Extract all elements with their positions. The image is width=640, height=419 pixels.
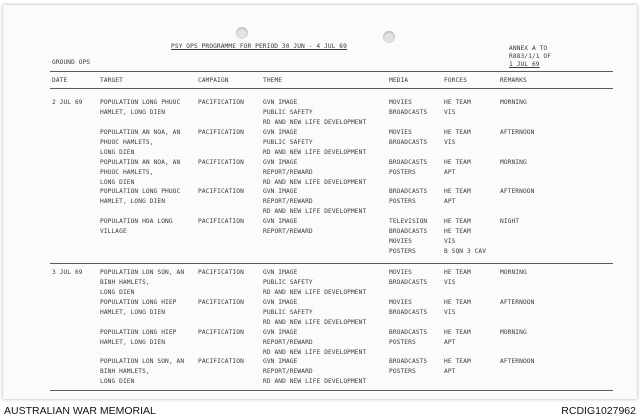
cell-theme: REPORT/REWARD [263,169,313,176]
cell-media: POSTERS [389,198,416,205]
cell-media: BROADCASTS [389,139,428,146]
section-divider-rule [50,263,613,264]
document-title: PSY OPS PROGRAMME FOR PERIOD 30 JUN - 4 JUL 69 [171,43,347,50]
cell-media: MOVIES [389,238,412,245]
cell-remarks: MORNING [500,159,527,166]
cell-remarks: AFTERNOON [500,358,535,365]
cell-target: LONG DIEN [100,289,135,296]
cell-campaign: PACIFICATION [198,299,244,306]
cell-campaign: PACIFICATION [198,99,244,106]
cell-campaign: PACIFICATION [198,188,244,195]
cell-campaign: PACIFICATION [198,269,244,276]
cell-target: POPULATION LONG HIEP [100,299,177,306]
cell-remarks: AFTERNOON [500,129,535,136]
header-theme: THEME [263,77,283,84]
cell-theme: RD AND NEW LIFE DEVELOPMENT [263,319,367,326]
cell-forces: HE TEAM [444,228,471,235]
cell-theme: GVN IMAGE [263,358,298,365]
annex-line-2: R883/1/1 OF [509,53,552,60]
cell-target: PHUOC HAMLETS, [100,139,154,146]
cell-theme: GVN IMAGE [263,188,298,195]
cell-media: POSTERS [389,339,416,346]
cell-theme: GVN IMAGE [263,159,298,166]
cell-campaign: PACIFICATION [198,329,244,336]
cell-forces: APT [444,339,456,346]
cell-forces: HE TEAM [444,188,471,195]
cell-forces: VIS [444,309,456,316]
cell-media: BROADCASTS [389,188,428,195]
cell-remarks: MORNING [500,99,527,106]
cell-media: BROADCASTS [389,109,428,116]
cell-media: TELEVISION [389,218,428,225]
cell-theme: REPORT/REWARD [263,228,313,235]
header-campaign: CAMPAIGN [198,77,229,84]
cell-theme: REPORT/REWARD [263,198,313,205]
cell-target: POPULATION LONG PHUOC [100,188,181,195]
cell-media: BROADCASTS [389,358,428,365]
cell-target: PHUOC HAMLETS, [100,169,154,176]
cell-campaign: PACIFICATION [198,159,244,166]
cell-theme: PUBLIC SAFETY [263,279,313,286]
cell-target: HAMLET, LONG DIEN [100,198,166,205]
cell-forces: VIS [444,238,456,245]
header-target: TARGET [100,77,123,84]
footer-record-id: RCDIG1027962 [561,405,636,417]
cell-media: BROADCASTS [389,228,428,235]
cell-theme: REPORT/REWARD [263,339,313,346]
cell-target: HAMLET, LONG DIEN [100,339,166,346]
punch-hole-right [383,31,395,43]
cell-target: HAMLET, LONG DIEN [100,109,166,116]
cell-theme: PUBLIC SAFETY [263,139,313,146]
cell-media: MOVIES [389,269,412,276]
header-media: MEDIA [389,77,409,84]
section-label: GROUND OPS [52,59,91,66]
cell-remarks: AFTERNOON [500,188,535,195]
cell-campaign: PACIFICATION [198,358,244,365]
cell-theme: GVN IMAGE [263,329,298,336]
cell-forces: APT [444,169,456,176]
cell-forces: HE TEAM [444,269,471,276]
annex-line-1: ANNEX A TO [509,45,548,52]
cell-forces: HE TEAM [444,299,471,306]
cell-theme: RD AND NEW LIFE DEVELOPMENT [263,119,367,126]
cell-forces: HE TEAM [444,159,471,166]
cell-target: POPULATION LON SON, AN [100,269,185,276]
cell-target: POPULATION LONG PHUOC [100,99,181,106]
cell-media: BROADCASTS [389,279,428,286]
cell-campaign: PACIFICATION [198,129,244,136]
cell-target: BINH HAMLETS, [100,279,150,286]
cell-theme: GVN IMAGE [263,299,298,306]
cell-media: BROADCASTS [389,159,428,166]
header-bottom-rule [50,88,613,89]
cell-campaign: PACIFICATION [198,218,244,225]
cell-remarks: MORNING [500,329,527,336]
cell-forces: VIS [444,109,456,116]
archive-footer [0,403,640,419]
cell-forces: HE TEAM [444,329,471,336]
cell-target: LONG DIEN [100,149,135,156]
cell-theme: GVN IMAGE [263,129,298,136]
cell-forces: HE TEAM [444,358,471,365]
header-remarks: REMARKS [500,77,527,84]
cell-target: POPULATION HOA LONG [100,218,173,225]
cell-forces: HE TEAM [444,99,471,106]
cell-forces: APT [444,368,456,375]
cell-remarks: NIGHT [500,218,520,225]
cell-theme: RD AND NEW LIFE DEVELOPMENT [263,349,367,356]
header-forces: FORCES [444,77,467,84]
cell-target: POPULATION LON SON, AN [100,358,185,365]
cell-theme: RD AND NEW LIFE DEVELOPMENT [263,179,367,186]
cell-media: POSTERS [389,368,416,375]
cell-target: BINH HAMLETS, [100,368,150,375]
cell-target: VILLAGE [100,228,127,235]
cell-theme: GVN IMAGE [263,218,298,225]
cell-remarks: AFTERNOON [500,299,535,306]
cell-target: LONG DIEN [100,179,135,186]
cell-forces: APT [444,198,456,205]
cell-theme: REPORT/REWARD [263,368,313,375]
header-date: DATE [52,77,68,84]
cell-target: LONG DIEN [100,378,135,385]
cell-date: 2 JUL 69 [52,99,83,106]
cell-forces: VIS [444,279,456,286]
cell-media: BROADCASTS [389,309,428,316]
cell-theme: PUBLIC SAFETY [263,309,313,316]
cell-media: MOVIES [389,299,412,306]
header-top-rule [50,71,613,72]
cell-theme: RD AND NEW LIFE DEVELOPMENT [263,149,367,156]
cell-forces: VIS [444,139,456,146]
cell-media: MOVIES [389,129,412,136]
document-sheet [3,5,637,399]
cell-target: POPULATION AN NOA, AN [100,129,181,136]
cell-target: POPULATION AN NOA, AN [100,159,181,166]
cell-date: 3 JUL 69 [52,269,83,276]
cell-theme: PUBLIC SAFETY [263,109,313,116]
cell-forces: B SQN 3 CAV [444,248,487,255]
cell-media: MOVIES [389,99,412,106]
cell-remarks: MORNING [500,269,527,276]
cell-media: BROADCASTS [389,329,428,336]
table-bottom-rule [50,390,613,391]
cell-media: POSTERS [389,169,416,176]
cell-forces: HE TEAM [444,218,471,225]
cell-theme: GVN IMAGE [263,99,298,106]
cell-target: POPULATION LONG HIEP [100,329,177,336]
punch-hole-left [236,27,248,39]
cell-theme: RD AND NEW LIFE DEVELOPMENT [263,289,367,296]
cell-theme: RD AND NEW LIFE DEVELOPMENT [263,378,367,385]
cell-media: POSTERS [389,248,416,255]
cell-theme: RD AND NEW LIFE DEVELOPMENT [263,208,367,215]
cell-forces: HE TEAM [444,129,471,136]
cell-theme: GVN IMAGE [263,269,298,276]
footer-archive-name: AUSTRALIAN WAR MEMORIAL [4,405,156,417]
cell-target: HAMLET, LONG DIEN [100,309,166,316]
annex-line-3: 1 JUL 69 [509,61,540,68]
